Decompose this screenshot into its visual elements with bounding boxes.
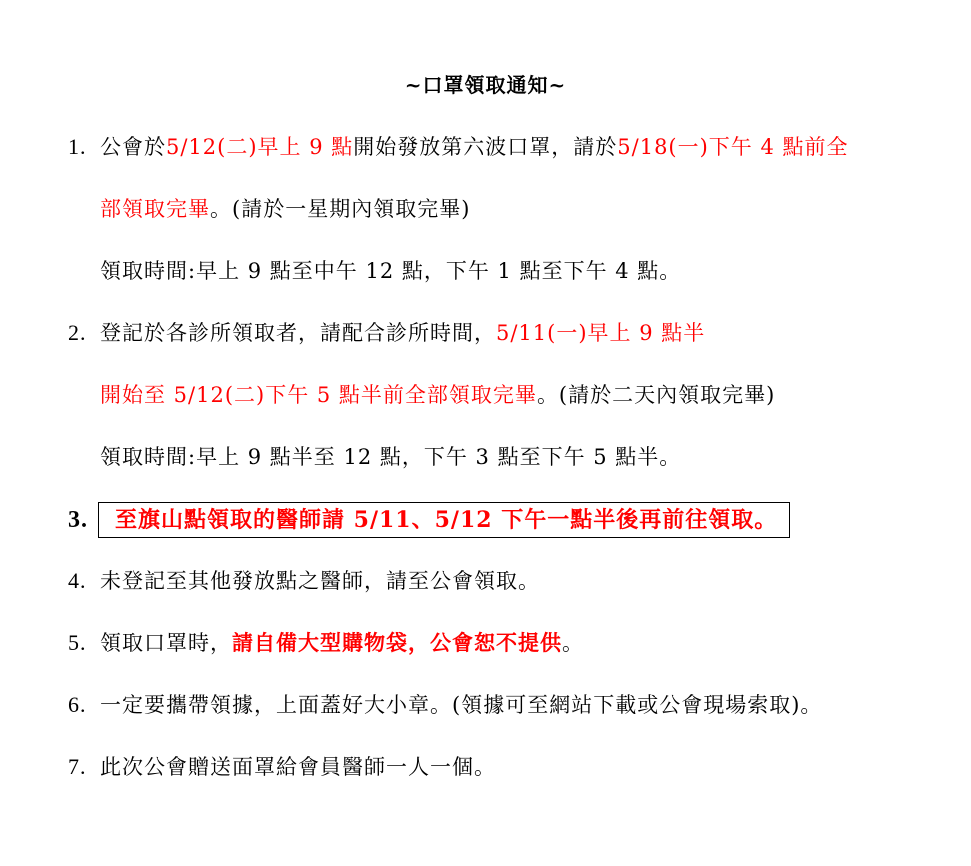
- highlight-date: 5/11(一)早上 9 點半: [496, 321, 706, 345]
- item-text: 此次公會贈送面罩給會員醫師一人一個。: [100, 755, 496, 779]
- item-text: 一定要攜帶領據，上面蓋好大小章。(領據可至網站下載或公會現場索取)。: [100, 693, 823, 717]
- item-number: 4.: [68, 568, 87, 593]
- item-number: 6.: [68, 692, 87, 717]
- highlight-text: 開始至 5/12(二)下午 5 點半前全部領取完畢: [100, 383, 537, 407]
- highlight-text: 部領取完畢: [100, 197, 210, 221]
- boxed-notice: 至旗山點領取的醫師請 5/11、5/12 下午一點半後再前往領取。: [98, 502, 790, 538]
- page-title: ~口罩領取通知~: [404, 73, 567, 97]
- item-number: 1.: [68, 134, 87, 159]
- item-text: 。(請於一星期內領取完畢): [210, 197, 471, 221]
- highlight-deadline: 5/18(一)下午 4 點前全: [617, 135, 849, 159]
- list-item-2-continuation: [100, 380, 775, 410]
- item-number: 5.: [68, 630, 87, 655]
- pickup-time-1: 領取時間:早上 9 點至中午 12 點，下午 1 點至下午 4 點。: [100, 259, 682, 283]
- highlight-text: 請自備大型購物袋，公會恕不提供: [232, 630, 562, 655]
- pickup-time-2: 領取時間:早上 9 點半至 12 點，下午 3 點至下午 5 點半。: [100, 445, 682, 469]
- item-text: 。: [562, 631, 584, 655]
- item-text: 。(請於二天內領取完畢): [536, 383, 776, 407]
- list-item-4: [68, 566, 540, 596]
- list-item-2: [68, 318, 705, 348]
- item-text: 領取口罩時，: [100, 631, 232, 655]
- item-text: 開始發放第六波口罩，請於: [353, 135, 618, 159]
- item-number: 2.: [68, 320, 87, 345]
- list-item-3: [68, 502, 790, 538]
- list-item-6: [68, 690, 822, 720]
- item-text: 未登記至其他發放點之醫師，請至公會領取。: [100, 569, 540, 593]
- highlight-date: 5/12(二)早上 9 點: [166, 135, 354, 159]
- list-item-7: [68, 752, 496, 782]
- item-number: 3.: [68, 507, 88, 533]
- item-text: 登記於各診所領取者，請配合診所時間，: [100, 321, 496, 345]
- list-item-1: [68, 132, 849, 162]
- list-item-1-continuation: [100, 194, 470, 224]
- list-item-5: [68, 628, 584, 658]
- item-number: 7.: [68, 754, 87, 779]
- item-text: 公會於: [100, 135, 166, 159]
